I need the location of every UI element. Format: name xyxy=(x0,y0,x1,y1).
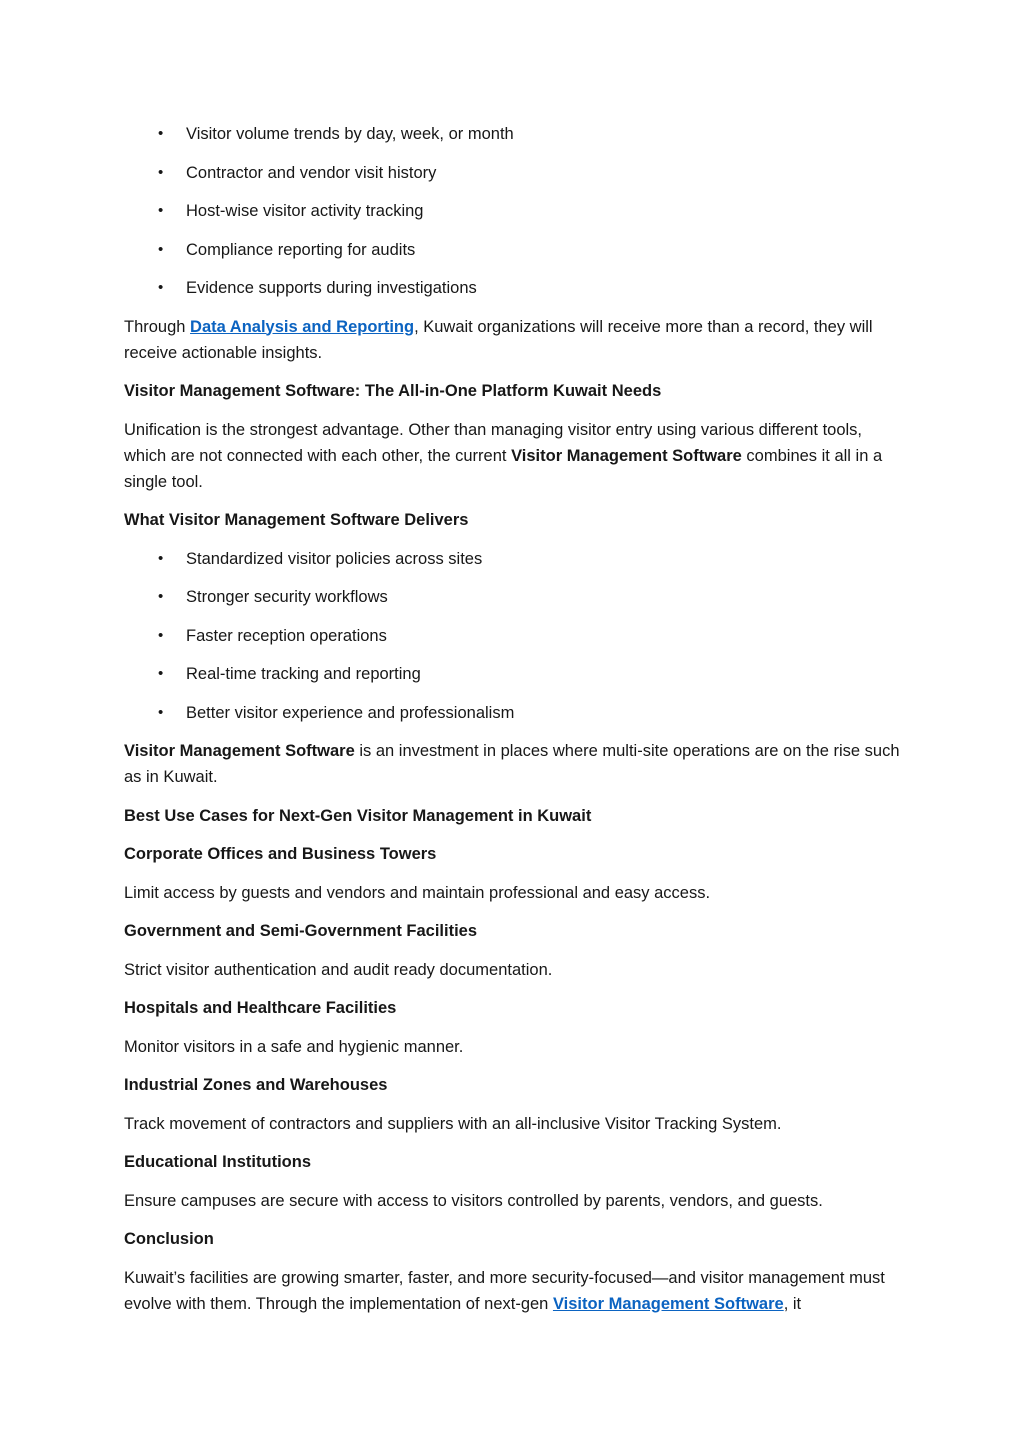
paragraph-hospitals: Monitor visitors in a safe and hygienic manner. xyxy=(124,1037,464,1056)
heading-hospitals-healthcare: Hospitals and Healthcare Facilities xyxy=(124,999,397,1017)
bold-run: Visitor Management Software xyxy=(511,446,742,465)
paragraph-educational: Ensure campuses are secure with access to visitors controlled by parents, vendors, and guests. xyxy=(124,1191,823,1210)
analytics-bullet-list xyxy=(124,121,905,301)
list-item: • Real-time tracking and reporting xyxy=(124,661,905,687)
list-item: • Contractor and vendor visit history xyxy=(124,160,905,186)
text-run: , Kuwait organizations will receive more than a record, they will receive actionable insights. xyxy=(124,317,873,362)
paragraph-unification xyxy=(124,417,905,495)
list-item: • Visitor volume trends by day, week, or month xyxy=(124,121,905,147)
text-run: Through xyxy=(124,317,191,336)
delivers-bullet-list xyxy=(124,546,905,726)
visitor-management-software-link[interactable]: Visitor Management Software xyxy=(552,1294,784,1313)
text-run: is an investment in places where multi-site operations are on the rise such as in Kuwait. xyxy=(124,742,900,786)
bold-run: Visitor Management Software xyxy=(124,742,355,760)
list-item: • Faster reception operations xyxy=(124,623,905,649)
heading-best-use-cases: Best Use Cases for Next-Gen Visitor Management in Kuwait xyxy=(124,806,592,825)
paragraph-conclusion xyxy=(124,1265,905,1317)
list-item: • Standardized visitor policies across sites xyxy=(124,546,905,572)
list-item: • Evidence supports during investigations xyxy=(124,275,905,301)
text-run: combines it all in a single tool. xyxy=(124,446,883,491)
text-run: Unification is the strongest advantage. Other than managing visitor entry using various different tools, which are not connected with each other, the current xyxy=(124,420,863,465)
paragraph-investment xyxy=(124,738,905,790)
heading-government-facilities: Government and Semi-Government Facilities xyxy=(124,922,478,940)
heading-what-delivers: What Visitor Management Software Delivers xyxy=(124,511,469,529)
text-run: , it xyxy=(783,1294,802,1313)
heading-conclusion: Conclusion xyxy=(124,1230,214,1248)
paragraph-corporate: Limit access by guests and vendors and maintain professional and easy access. xyxy=(124,883,711,902)
heading-educational-institutions: Educational Institutions xyxy=(124,1153,312,1171)
data-analysis-reporting-link[interactable]: Data Analysis and Reporting xyxy=(190,317,415,336)
list-item: • Stronger security workflows xyxy=(124,584,905,610)
heading-corporate-offices: Corporate Offices and Business Towers xyxy=(124,845,437,863)
heading-industrial-zones: Industrial Zones and Warehouses xyxy=(124,1076,388,1094)
paragraph-industrial: Track movement of contractors and suppliers with an all-inclusive Visitor Tracking System. xyxy=(124,1114,782,1133)
paragraph-data-analysis xyxy=(124,314,905,366)
list-item: • Compliance reporting for audits xyxy=(124,237,905,263)
paragraph-government: Strict visitor authentication and audit ready documentation. xyxy=(124,960,553,979)
text-run: Kuwait’s facilities are growing smarter, faster, and more security-focused—and visitor management must evolve with them. Through the implementation of next-gen xyxy=(124,1268,885,1313)
list-item: • Better visitor experience and professionalism xyxy=(124,700,905,726)
heading-all-in-one-platform: Visitor Management Software: The All-in-One Platform Kuwait Needs xyxy=(124,382,662,400)
list-item: • Host-wise visitor activity tracking xyxy=(124,198,905,224)
